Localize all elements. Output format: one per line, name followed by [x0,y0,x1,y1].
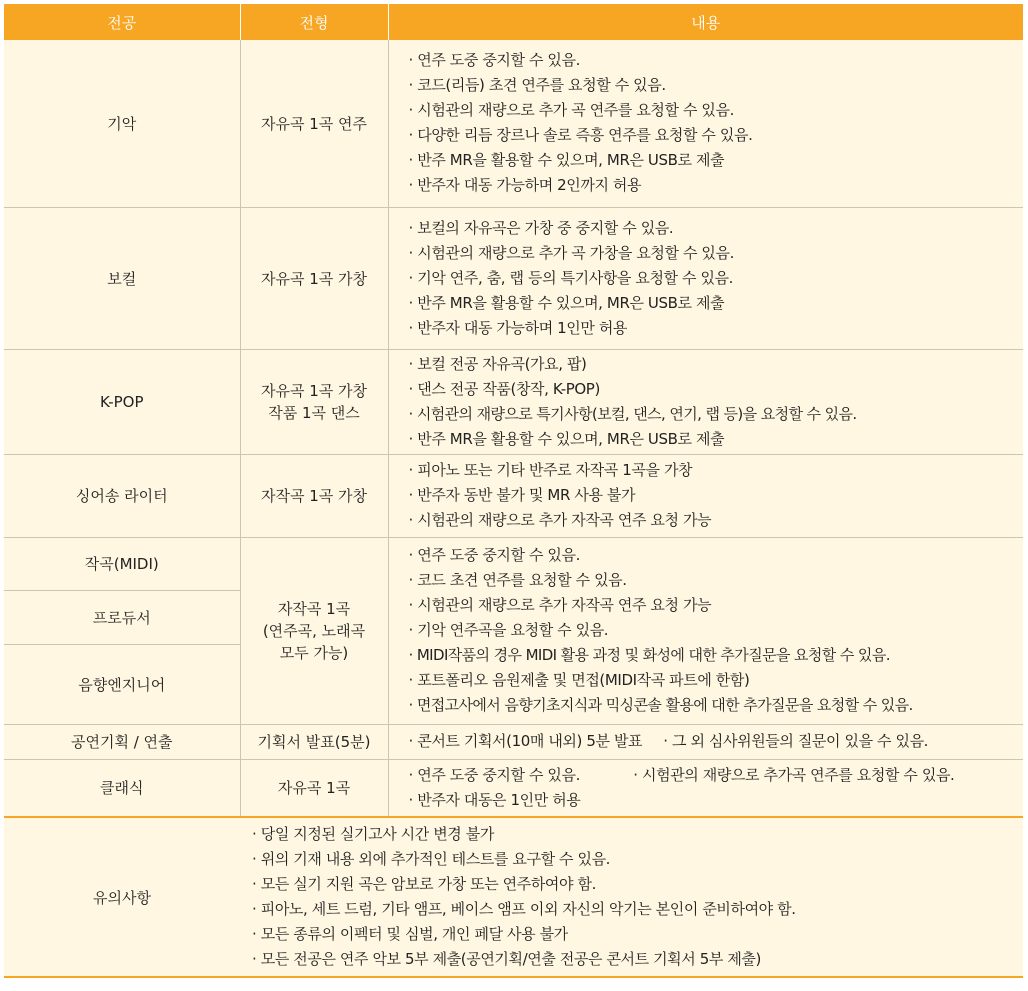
content-line: · 면접고사에서 음향기초지식과 믹싱콘솔 활용에 대한 추가질문을 요청할 수 있음. [408,696,913,714]
content-line: · 시험관의 재량으로 추가 자작곡 연주 요청 가능 [408,511,712,529]
content-cell [388,207,1023,349]
content-line: · 반주 MR을 활용할 수 있으며, MR은 USB로 제출 [408,293,725,312]
content-line: · 시험관의 재량으로 추가 자작곡 연주 요청 가능 [408,596,712,614]
table-row-kpop [4,349,1023,454]
notes-line: · 피아노, 세트 드럼, 기타 앰프, 베이스 앰프 이외 자신의 악기는 본인이 준비하여야 함. [252,900,796,918]
major-cell: 프로듀서 [4,590,240,644]
type-line: 모두 가능) [279,643,349,662]
content-line: · 반주 MR을 활용할 수 있으며, MR은 USB로 제출 [408,429,725,448]
table-row-notes [4,817,1023,977]
content-cell [388,40,1023,207]
content-line: · 피아노 또는 기타 반주로 자작곡 1곡을 가창 [408,461,693,479]
content-cell [388,724,1023,759]
major-cell: 공연기획 / 연출 [4,724,240,759]
type-line: 작품 1곡 댄스 [268,403,360,422]
header-major: 전공 [4,4,240,40]
major-cell: 기악 [4,40,240,207]
table-row-singer-songwriter [4,454,1023,537]
content-cell [388,537,1023,724]
notes-label: 유의사항 [4,817,240,977]
content-line: · 콘서트 기획서(10매 내외) 5분 발표 [408,732,643,750]
table-row-classical [4,759,1023,817]
notes-content [240,817,1023,977]
major-cell: 작곡(MIDI) [4,537,240,590]
admission-table-container [4,4,1023,978]
table-header-row [4,4,1023,40]
content-line: · 그 외 심사위원들의 질문이 있을 수 있음. [663,732,929,750]
major-cell: 음향엔지니어 [4,644,240,724]
content-line: · 반주 MR을 활용할 수 있으며, MR은 USB로 제출 [408,151,725,170]
type-line: (연주곡, 노래곡 [262,621,366,640]
notes-line: · 모든 종류의 이펙터 및 심벌, 개인 페달 사용 불가 [252,925,568,943]
content-line: · 코드(리듬) 초견 연주를 요청할 수 있음. [408,76,666,95]
content-line: · 코드 초견 연주를 요청할 수 있음. [408,571,627,589]
type-cell: 자작곡 1곡 가창 [240,454,388,537]
major-cell: 보컬 [4,207,240,349]
content-line: · 시험관의 재량으로 추가 곡 가창을 요청할 수 있음. [408,243,734,262]
type-cell: 자유곡 1곡 [240,759,388,817]
notes-line: · 당일 지정된 실기고사 시간 변경 불가 [252,825,494,843]
content-cell [388,454,1023,537]
notes-line: · 모든 전공은 연주 악보 5부 제출(공연기획/연출 전공은 콘서트 기획서 5부 제출) [252,950,761,968]
major-cell: K-POP [4,349,240,454]
type-cell: 기획서 발표(5분) [240,724,388,759]
header-content: 내용 [388,4,1023,40]
content-line: · 기악 연주곡을 요청할 수 있음. [408,621,609,639]
practical-exam-table [4,4,1023,978]
notes-line: · 모든 실기 지원 곡은 암보로 가창 또는 연주하여야 함. [252,875,596,893]
content-line: · 보컬 전공 자유곡(가요, 팝) [408,354,587,373]
content-line: · 보컬의 자유곡은 가창 중 중지할 수 있음. [408,218,674,237]
content-line: · 포트폴리오 음원제출 및 면접(MIDI작곡 파트에 한함) [408,671,750,689]
content-line: · 반주자 동반 불가 및 MR 사용 불가 [408,486,636,504]
content-line: · 시험관의 재량으로 추가곡 연주를 요청할 수 있음. [633,765,955,784]
content-line: · 기악 연주, 춤, 랩 등의 특기사항을 요청할 수 있음. [408,268,733,287]
content-line: · 반주자 대동은 1인만 허용 [408,790,581,809]
content-line: · 반주자 대동 가능하며 1인만 허용 [408,318,628,337]
content-line: · 시험관의 재량으로 추가 곡 연주를 요청할 수 있음. [408,101,734,120]
table-row-vocal [4,207,1023,349]
content-line: · 시험관의 재량으로 특기사항(보컬, 댄스, 연기, 랩 등)을 요청할 수 있음. [408,404,857,423]
content-line: · 연주 도중 중지할 수 있음. [408,51,580,70]
content-line: · 연주 도중 중지할 수 있음. [408,765,580,784]
header-type: 전형 [240,4,388,40]
content-line: · 댄스 전공 작품(창작, K-POP) [408,379,600,398]
table-row-performance-planning [4,724,1023,759]
table-row-instrumental [4,40,1023,207]
content-line: · 연주 도중 중지할 수 있음. [408,546,580,564]
major-cell: 싱어송 라이터 [4,454,240,537]
content-line: · 반주자 대동 가능하며 2인까지 허용 [408,176,642,195]
major-cell: 클래식 [4,759,240,817]
type-cell [240,349,388,454]
table-row-composition [4,537,1023,590]
type-line: 자유곡 1곡 가창 [260,381,368,400]
type-line: 자작곡 1곡 [277,599,351,618]
content-cell [388,759,1023,817]
type-cell: 자유곡 1곡 연주 [240,40,388,207]
content-line: · 다양한 리듬 장르나 솔로 즉흥 연주를 요청할 수 있음. [408,126,753,145]
notes-line: · 위의 기재 내용 외에 추가적인 테스트를 요구할 수 있음. [252,850,611,868]
type-cell [240,537,388,724]
content-line: · MIDI작품의 경우 MIDI 활용 과정 및 화성에 대한 추가질문을 요청할 수 있음. [408,646,890,664]
type-cell: 자유곡 1곡 가창 [240,207,388,349]
content-cell [388,349,1023,454]
